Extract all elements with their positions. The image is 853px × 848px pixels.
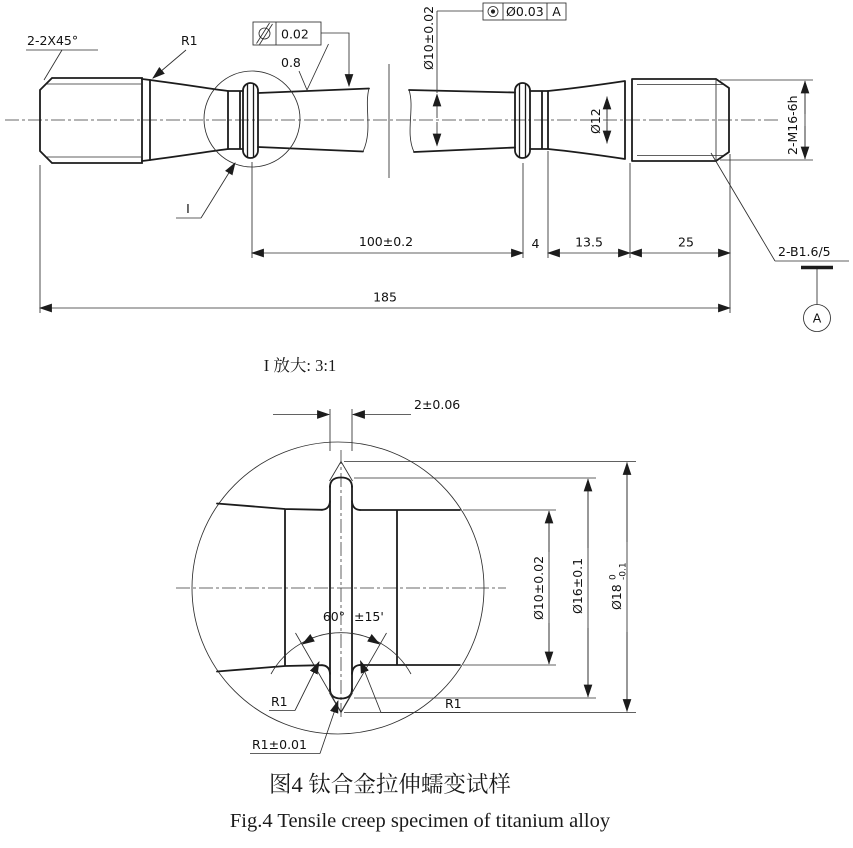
r1-left-callout [269,662,319,711]
surface-finish-callout [281,44,329,90]
detail-dia16-label: Ø16±0.1 [570,557,585,614]
roughness-icon [299,44,329,90]
detail-dia10-dimension [463,510,556,665]
concentricity-datum-ref: A [552,4,561,19]
detail-dia10-label: Ø10±0.02 [531,555,546,620]
cylindricity-value: 0.02 [281,26,309,42]
angle-value: 60° [322,609,345,624]
ridge-width-label: 2±0.06 [414,397,461,412]
concentricity-icon [488,7,498,17]
chamfer-callout [26,33,98,80]
detail-dia18-upper-tol: 0 [608,574,619,580]
detail-dia18-label: Ø18 [609,584,624,610]
figure-caption-zh: 图4 钛合金拉伸蠕变试样 [269,772,511,797]
fillet-callout [153,33,198,78]
thread-label: 2-M16-6h [785,95,800,155]
angle-tolerance: ±15' [354,609,384,624]
r1-right-callout [361,661,471,713]
dia10-label: Ø10±0.02 [421,5,436,70]
surface-finish-value: 0.8 [281,55,301,70]
center-hole-callout [711,153,849,261]
dia12-label: Ø12 [588,108,603,134]
ridge-width-dimension [273,397,460,451]
dim-25-label: 25 [678,234,694,250]
datum-a-symbol [801,268,833,332]
dim-13-5-label: 13.5 [575,234,603,250]
r1-tolerance-label: R1±0.01 [252,737,307,752]
detail-dia18-dimension [344,462,636,713]
detail-marker-callout [176,163,235,218]
left-collar-ridge [243,83,258,158]
right-collar-ridge [515,83,530,158]
concentricity-value: Ø0.03 [506,4,544,19]
dia10-dimension [421,6,483,146]
detail-view [176,356,636,754]
left-neck-collar [228,83,369,158]
concentricity-frame [483,3,566,20]
detail-dia18-lower-tol: -0.1 [618,562,629,580]
detail-circle-I [204,71,300,167]
fillet-label: R1 [181,33,198,48]
detail-title: I 放大: 3:1 [263,356,337,375]
left-thread-head [40,78,228,163]
r1-left-label: R1 [271,694,288,709]
dim-185-label: 185 [373,289,397,305]
datum-label: A [812,310,822,326]
chamfer-label: 2-2X45° [27,33,79,48]
break-line-right [409,90,414,152]
center-hole-label: 2-B1.6/5 [778,244,831,259]
r1-right-label: R1 [445,696,462,711]
cylindricity-icon [257,23,273,45]
dim-100-label: 100±0.2 [358,234,414,249]
ridge-cross-section [217,462,460,713]
figure-caption-en: Fig.4 Tensile creep specimen of titanium alloy [229,810,611,832]
detail-marker-label: I [186,201,190,216]
dim-4-label: 4 [531,236,540,251]
length-dimensions [252,151,730,313]
main-specimen-view [5,3,849,332]
